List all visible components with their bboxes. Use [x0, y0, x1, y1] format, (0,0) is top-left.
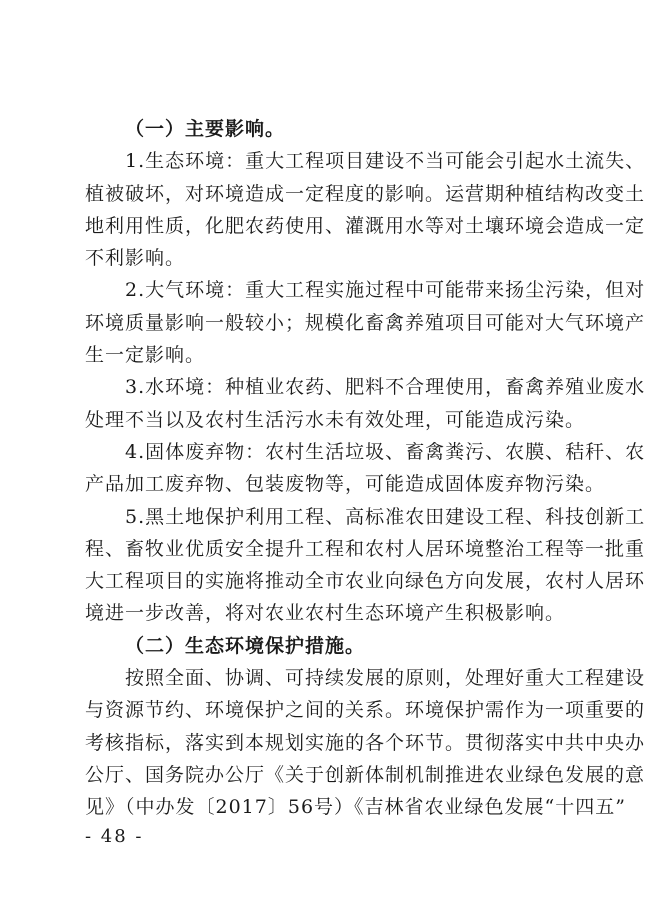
- section-heading: [85, 630, 564, 662]
- text-line: 生一定影响。: [85, 344, 206, 367]
- document-body: [85, 113, 646, 824]
- text-line: 1.生态环境：重大工程项目建设不当可能会引起水土流失、: [125, 150, 646, 173]
- text-line: 大工程项目的实施将推动全市农业向绿色方向发展，农村人居环: [85, 570, 646, 593]
- text-line: 程、畜牧业优质安全提升工程和农村人居环境整治工程等一批重: [85, 537, 646, 560]
- paragraph: [85, 274, 646, 371]
- paragraph: [85, 436, 646, 501]
- text-line: （二）生态环境保护措施。: [125, 634, 366, 657]
- text-line: 公厅、国务院办公厅《关于创新体制机制推进农业绿色发展的意: [85, 763, 646, 786]
- text-line: 地利用性质，化肥农药使用、灌溉用水等对土壤环境会造成一定: [85, 214, 646, 237]
- text-line: 不利影响。: [85, 247, 186, 270]
- text-line: 产品加工废弃物、包装废物等，可能造成固体废弃物污染。: [85, 473, 606, 496]
- text-line: 环境质量影响一般较小；规模化畜禽养殖项目可能对大气环境产: [85, 311, 646, 334]
- text-line: 按照全面、协调、可持续发展的原则，处理好重大工程建设: [125, 667, 646, 690]
- text-line: 见》（中办发〔2017〕56号）《吉林省农业绿色发展“十四五”: [85, 796, 626, 819]
- text-line: 植被破坏，对环境造成一定程度的影响。运营期种植结构改变土: [85, 182, 646, 205]
- text-line: 2.大气环境：重大工程实施过程中可能带来扬尘污染，但对: [125, 279, 646, 302]
- paragraph: [85, 662, 646, 823]
- text-line: 4.固体废弃物：农村生活垃圾、畜禽粪污、农膜、秸秆、农: [125, 440, 646, 463]
- paragraph: [85, 501, 646, 630]
- paragraph: [85, 145, 646, 274]
- paragraph: [85, 371, 646, 436]
- text-line: 境进一步改善，将对农业农村生态环境产生积极影响。: [85, 602, 566, 625]
- text-line: 处理不当以及农村生活污水未有效处理，可能造成污染。: [85, 408, 586, 431]
- section-heading: [85, 113, 564, 145]
- text-line: （一）主要影响。: [125, 118, 286, 140]
- page-number: - 48 -: [85, 826, 144, 847]
- text-line: 与资源节约、环境保护之间的关系。环境保护需作为一项重要的: [85, 699, 646, 722]
- text-line: 5.黑土地保护利用工程、高标准农田建设工程、科技创新工: [125, 505, 646, 528]
- text-line: 3.水环境：种植业农药、肥料不合理使用，畜禽养殖业废水: [125, 376, 646, 399]
- text-line: 考核指标，落实到本规划实施的各个环节。贯彻落实中共中央办: [85, 731, 646, 754]
